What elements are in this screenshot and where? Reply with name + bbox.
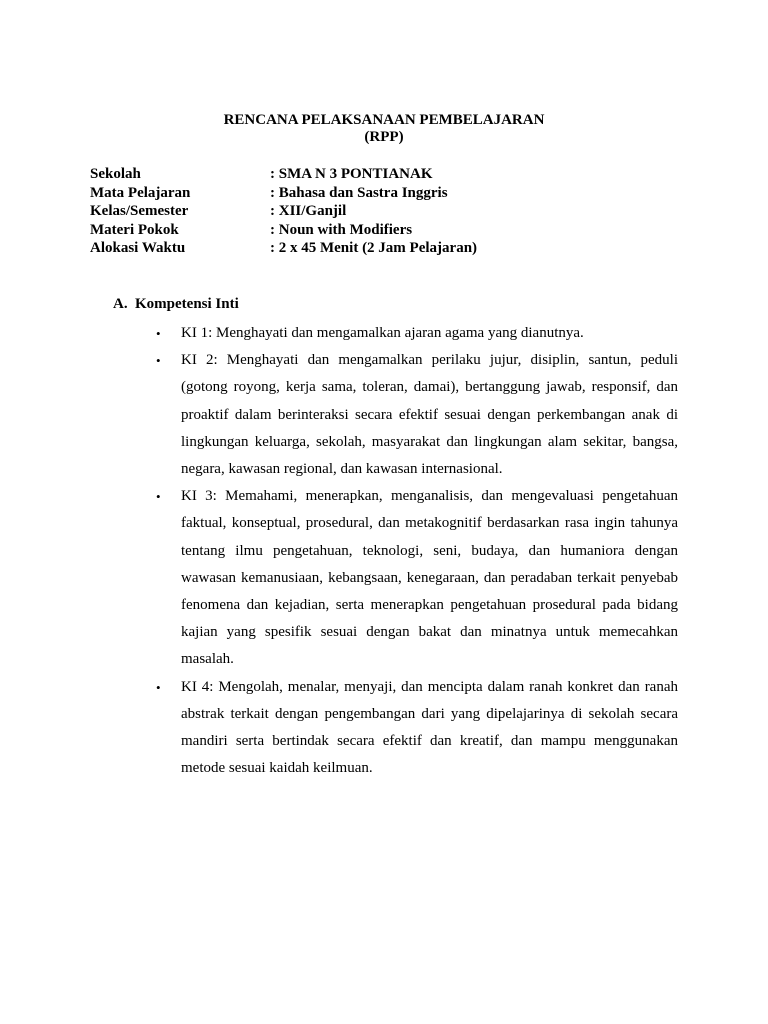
list-item-ki4 [156,674,678,783]
bullet-icon: • [156,353,161,369]
section-marker: A. [113,296,128,312]
info-label: Kelas/Semester [90,203,189,219]
info-value: : XII/Ganjil [270,203,347,219]
bullet-icon: • [156,326,161,341]
list-item-text: KI 4: Mengolah, menalar, menyaji, dan mencipta dalam ranah konkret dan ranah abstrak terkait dengan pengembangan dari yang dipelajarinya di sekolah secara mandiri serta bertindak secara efektif dan kreatif, dan mampu menggunakan metode sesuai kaidah keilmuan. [181,678,678,777]
info-label: Sekolah [90,166,141,182]
list-item-text: KI 3: Memahami, menerapkan, menganalisis, dan mengevaluasi pengetahuan faktual, konseptual, prosedural, dan metakognitif berdasarkan rasa ingin tahunya tentang ilmu pengetahuan, teknologi, seni, budaya, dan humaniora dengan wawasan kemanusiaan, kebangsaan, kenegaraan, dan peradaban terkait penyebab fenomena dan kejadian, serta menerapkan pengetahuan prosedural pada bidang kajian yang spesifik sesuai dengan bakat dan minatnya untuk memecahkan masalah. [181,488,678,668]
info-label: Alokasi Waktu [90,240,186,256]
info-label: Mata Pelajaran [90,184,191,201]
document-title: RENCANA PELAKSANAAN PEMBELAJARAN [223,112,545,128]
info-value: : 2 x 45 Menit (2 Jam Pelajaran) [270,240,478,256]
section-heading-kompetensi-inti [113,296,239,313]
info-value: : SMA N 3 PONTIANAK [270,166,433,182]
list-item-text: KI 1: Menghayati dan mengamalkan ajaran agama yang dianutnya. [181,325,584,341]
section-title: Kompetensi Inti [135,296,239,312]
bullet-icon: • [156,679,161,695]
kompetensi-inti-list [156,320,678,782]
list-item-text: KI 2: Menghayati dan mengamalkan perilaku jujur, disiplin, santun, peduli (gotong royong, kerja sama, toleran, damai), bertanggung jawab, responsif, dan proaktif dalam berinteraksi secara efektif sesuai dengan perkembangan anak di lingkungan keluarga, sekolah, masyarakat dan lingkungan alam sekitar, bangsa, negara, kawasan regional, dan kawasan internasional. [181,352,678,478]
list-item-ki2 [156,347,678,483]
info-value: : Noun with Modifiers [270,221,413,238]
info-label: Materi Pokok [90,221,179,238]
info-value: : Bahasa dan Sastra Inggris [270,184,448,201]
bullet-icon: • [156,489,161,505]
list-item-ki1 [156,320,678,347]
list-item-ki3 [156,483,678,673]
document-subtitle: (RPP) [364,129,404,145]
